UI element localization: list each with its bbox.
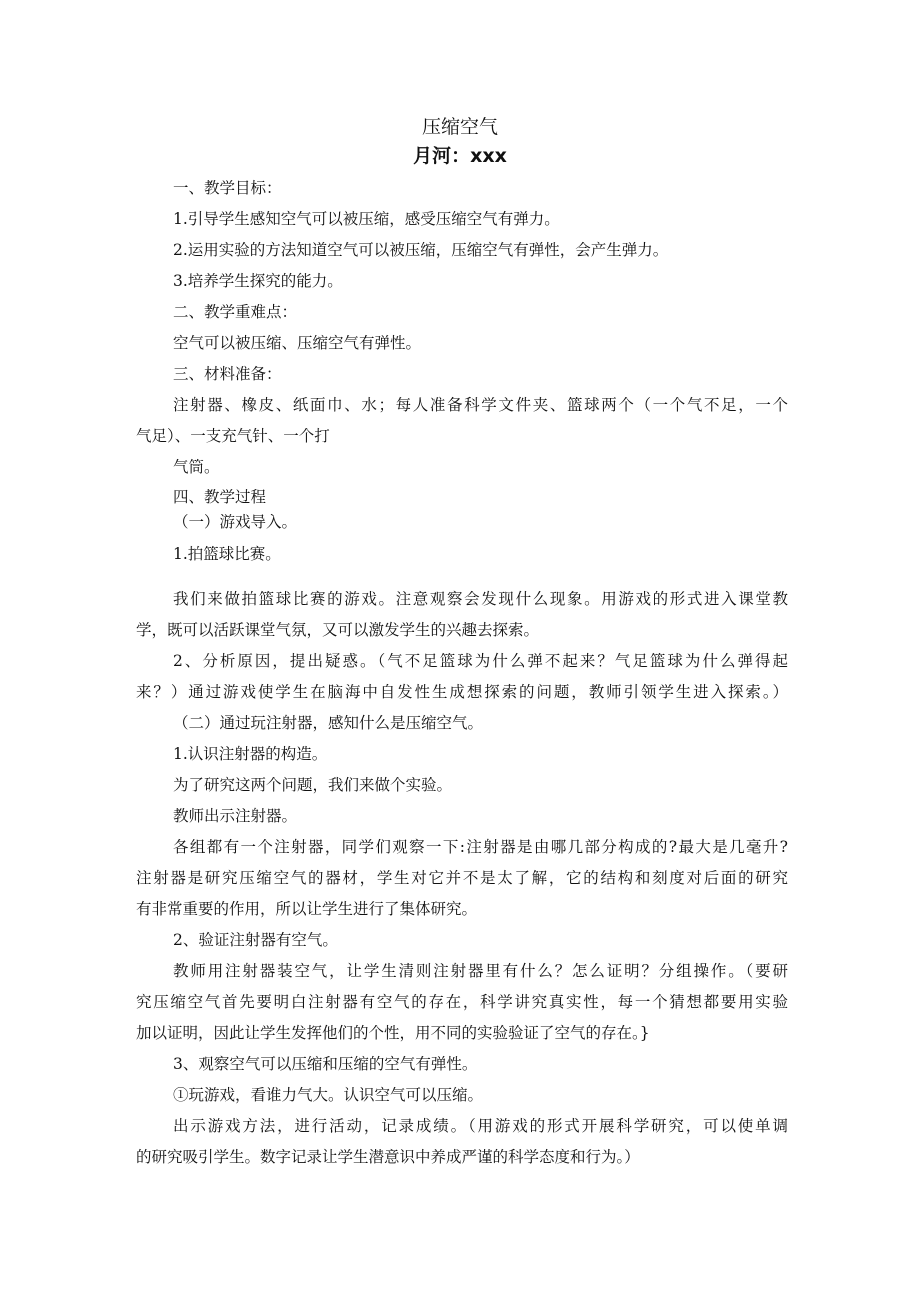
paragraph-line: 2、分析原因，提出疑惑。（气不足篮球为什么弹不起来？气足篮球为什么弹得起	[173, 652, 788, 670]
paragraph-line: 来？）通过游戏使学生在脑海中自发性生成想探索的问题，教师引领学生进入探索。）	[136, 683, 788, 701]
paragraph-line: 注射器是研究压缩空气的器材，学生对它并不是太了解，它的结构和刻度对后面的研究	[136, 869, 788, 887]
document-title: 压缩空气	[421, 116, 498, 138]
subsection-heading: （二）通过玩注射器，感知什么是压缩空气。	[173, 714, 484, 732]
section-heading-key-points: 二、教学重难点：	[173, 303, 298, 321]
paragraph-line: 有非常重要的作用，所以让学生进行了集体研究。	[136, 900, 478, 918]
paragraph-line: 我们来做拍篮球比赛的游戏。注意观察会发现什么现象。用游戏的形式进入课堂教	[173, 590, 788, 608]
paragraph-line: 3.培养学生探究的能力。	[173, 272, 343, 290]
section-heading-materials: 三、材料准备：	[173, 365, 282, 383]
paragraph-line: 1.拍篮球比赛。	[173, 545, 281, 563]
paragraph-line: 加以证明，因此让学生发挥他们的个性，用不同的实验验证了空气的存在。}	[136, 1024, 650, 1042]
paragraph-line: 为了研究这两个问题，我们来做个实验。	[173, 776, 453, 794]
section-heading-process: 四、教学过程	[173, 488, 267, 506]
subsection-heading: （一）游戏导入。	[173, 513, 298, 531]
paragraph-line: 各组都有一个注射器，同学们观察一下:注射器是由哪几部分构成的?最大是几毫升?	[173, 838, 788, 856]
paragraph-line: 1.引导学生感知空气可以被压缩，感受压缩空气有弹力。	[173, 210, 560, 228]
section-heading-objectives: 一、教学目标：	[173, 179, 282, 197]
paragraph-line: 气筒。	[173, 458, 220, 476]
paragraph-line: 注射器、橡皮、纸面巾、水；每人准备科学文件夹、篮球两个（一个气不足，一个	[173, 396, 788, 414]
paragraph-line: 究压缩空气首先要明白注射器有空气的存在，科学讲究真实性，每一个猜想都要用实验	[136, 993, 788, 1011]
paragraph-line: 的研究吸引学生。数字记录让学生潜意识中养成严谨的科学态度和行为。）	[136, 1148, 640, 1166]
author-line: 月河：xxx	[413, 145, 507, 167]
paragraph-line: 空气可以被压缩、压缩空气有弹性。	[173, 334, 422, 352]
paragraph-line: 学，既可以活跃课堂气氛，又可以激发学生的兴趣去探索。	[136, 621, 540, 639]
paragraph-line: ①玩游戏，看谁力气大。认识空气可以压缩。	[173, 1086, 484, 1104]
paragraph-line: 3、观察空气可以压缩和压缩的空气有弹性。	[173, 1055, 478, 1073]
paragraph-line: 教师出示注射器。	[173, 807, 298, 825]
paragraph-line: 1.认识注射器的构造。	[173, 745, 328, 763]
paragraph-line: 2.运用实验的方法知道空气可以被压缩，压缩空气有弹性，会产生弹力。	[173, 241, 669, 259]
paragraph-line: 气足）、一支充气针、一个打	[136, 427, 330, 445]
paragraph-line: 教师用注射器装空气，让学生清则注射器里有什么？怎么证明？分组操作。（要研	[173, 962, 788, 980]
paragraph-line: 2、验证注射器有空气。	[173, 931, 338, 949]
paragraph-line: 出示游戏方法，进行活动，记录成绩。（用游戏的形式开展科学研究，可以使单调	[173, 1117, 788, 1135]
